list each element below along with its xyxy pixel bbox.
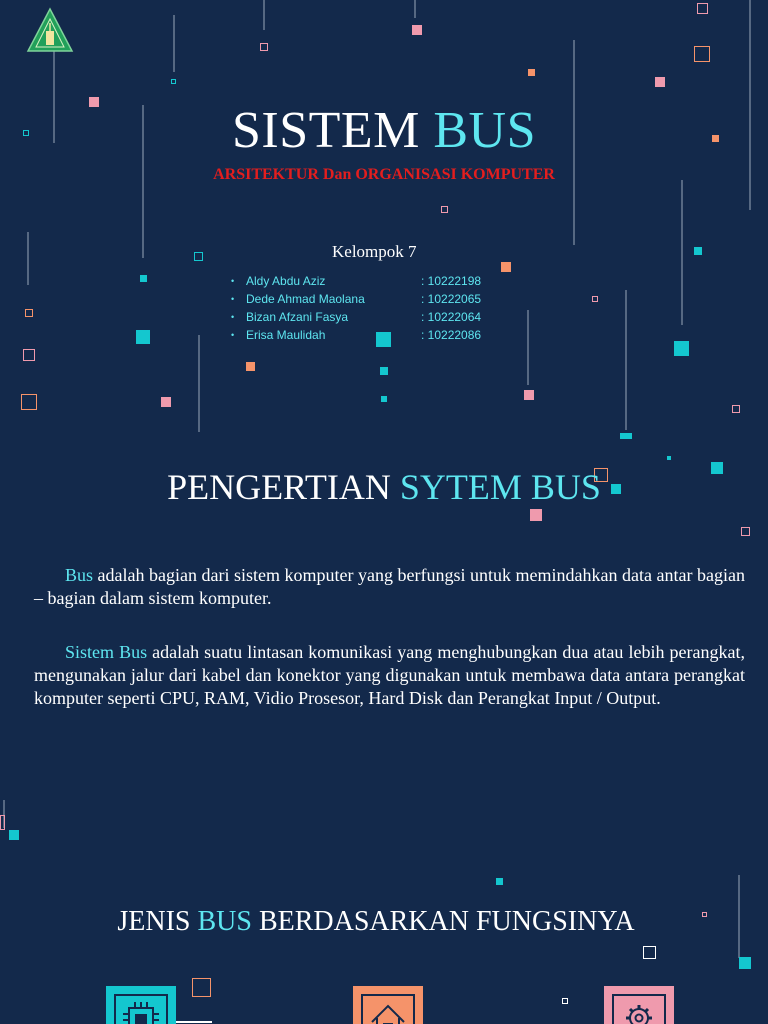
outline-square: [193, 979, 211, 997]
member-nim: : 10222198: [421, 274, 482, 288]
teal-square: [674, 341, 689, 356]
title-accent: BUS: [433, 102, 537, 159]
pink-square: [412, 25, 422, 35]
paragraph-text: adalah suatu lintasan komunikasi yang menghubungkan dua atau lebih perangkat, mengunakan jalur dari kabel dan konektor yang digunakan untuk membawa data antara perangkat komputer seperti CPU, RAM, Vidio Prosesor, Hard Disk dan Perangkat Input / Output.: [34, 642, 745, 708]
orange-square: [528, 69, 535, 76]
teal-square: [496, 878, 503, 885]
teal-square: [739, 957, 751, 969]
member-nim: : 10222064: [421, 310, 482, 324]
teal-square: [694, 247, 702, 255]
outline-square: [742, 528, 750, 536]
outline-square: [22, 395, 37, 410]
outline-square: [563, 999, 568, 1004]
teal-square: [620, 433, 632, 439]
member-name: Dede Ahmad Maolana: [246, 292, 365, 306]
bus-type-card-data[interactable]: [106, 986, 176, 1024]
teal-square: [667, 456, 671, 460]
heading-text: BERDASARKAN FUNGSINYA: [251, 906, 635, 937]
bullet: •: [231, 276, 235, 286]
outline-square: [695, 47, 710, 62]
term-highlight: Bus: [65, 565, 94, 585]
member-name: Erisa Maulidah: [246, 328, 326, 342]
bullet: •: [231, 312, 235, 322]
bus-type-card-address[interactable]: [353, 986, 423, 1024]
pink-square: [530, 509, 542, 521]
outline-square: [593, 297, 598, 302]
paragraph-bus-definition: [34, 564, 745, 610]
member-list: [231, 273, 511, 345]
title-text: SISTEM: [231, 102, 420, 159]
outline-square: [733, 406, 740, 413]
bullet: •: [231, 294, 235, 304]
member-nim: : 10222086: [421, 328, 482, 342]
member-item: [231, 273, 511, 291]
heading-accent: SYTEM BUS: [399, 467, 601, 507]
pink-square: [161, 397, 171, 407]
slide-title: [0, 101, 768, 161]
house-icon: [353, 986, 423, 1024]
outline-square: [644, 947, 656, 959]
teal-square: [136, 330, 150, 344]
section-heading-pengertian: [0, 465, 768, 509]
bus-type-card-control[interactable]: [604, 986, 674, 1024]
paragraph-system-bus-definition: [34, 641, 745, 710]
member-nim: : 10222065: [421, 292, 482, 306]
teal-square: [9, 830, 19, 840]
section-heading-jenis: [0, 904, 752, 940]
slide-subtitle: ARSITEKTUR Dan ORGANISASI KOMPUTER: [213, 166, 555, 183]
orange-square: [501, 262, 511, 272]
group-label: Kelompok 7: [332, 242, 417, 261]
paragraph-text: adalah bagian dari sistem komputer yang berfungsi untuk memindahkan data antar bagian – bagian dalam sistem komputer.: [34, 565, 745, 608]
chip-icon: [106, 986, 176, 1024]
outline-square: [195, 253, 203, 261]
heading-text: PENGERTIAN: [167, 467, 400, 507]
outline-square: [261, 44, 268, 51]
member-name: Bizan Afzani Fasya: [246, 310, 349, 324]
term-highlight: Sistem Bus: [65, 642, 148, 662]
teal-square: [140, 275, 147, 282]
gear-icon: [604, 986, 674, 1024]
pink-square: [524, 390, 534, 400]
heading-text: JENIS: [117, 906, 198, 937]
outline-square: [26, 310, 33, 317]
university-logo-icon: [26, 7, 74, 53]
outline-square: [442, 207, 448, 213]
heading-accent: BUS: [197, 906, 252, 937]
card-divider: [176, 1021, 212, 1023]
member-item: [231, 291, 511, 309]
member-item: [231, 309, 511, 327]
pink-square: [655, 77, 665, 87]
member-item: [231, 327, 511, 345]
outline-square: [24, 350, 35, 361]
teal-square: [380, 367, 388, 375]
teal-square: [381, 396, 387, 402]
orange-square: [246, 362, 255, 371]
outline-square: [172, 80, 176, 84]
outline-square: [698, 4, 708, 14]
member-name: Aldy Abdu Aziz: [246, 274, 326, 288]
bullet: •: [231, 330, 235, 340]
